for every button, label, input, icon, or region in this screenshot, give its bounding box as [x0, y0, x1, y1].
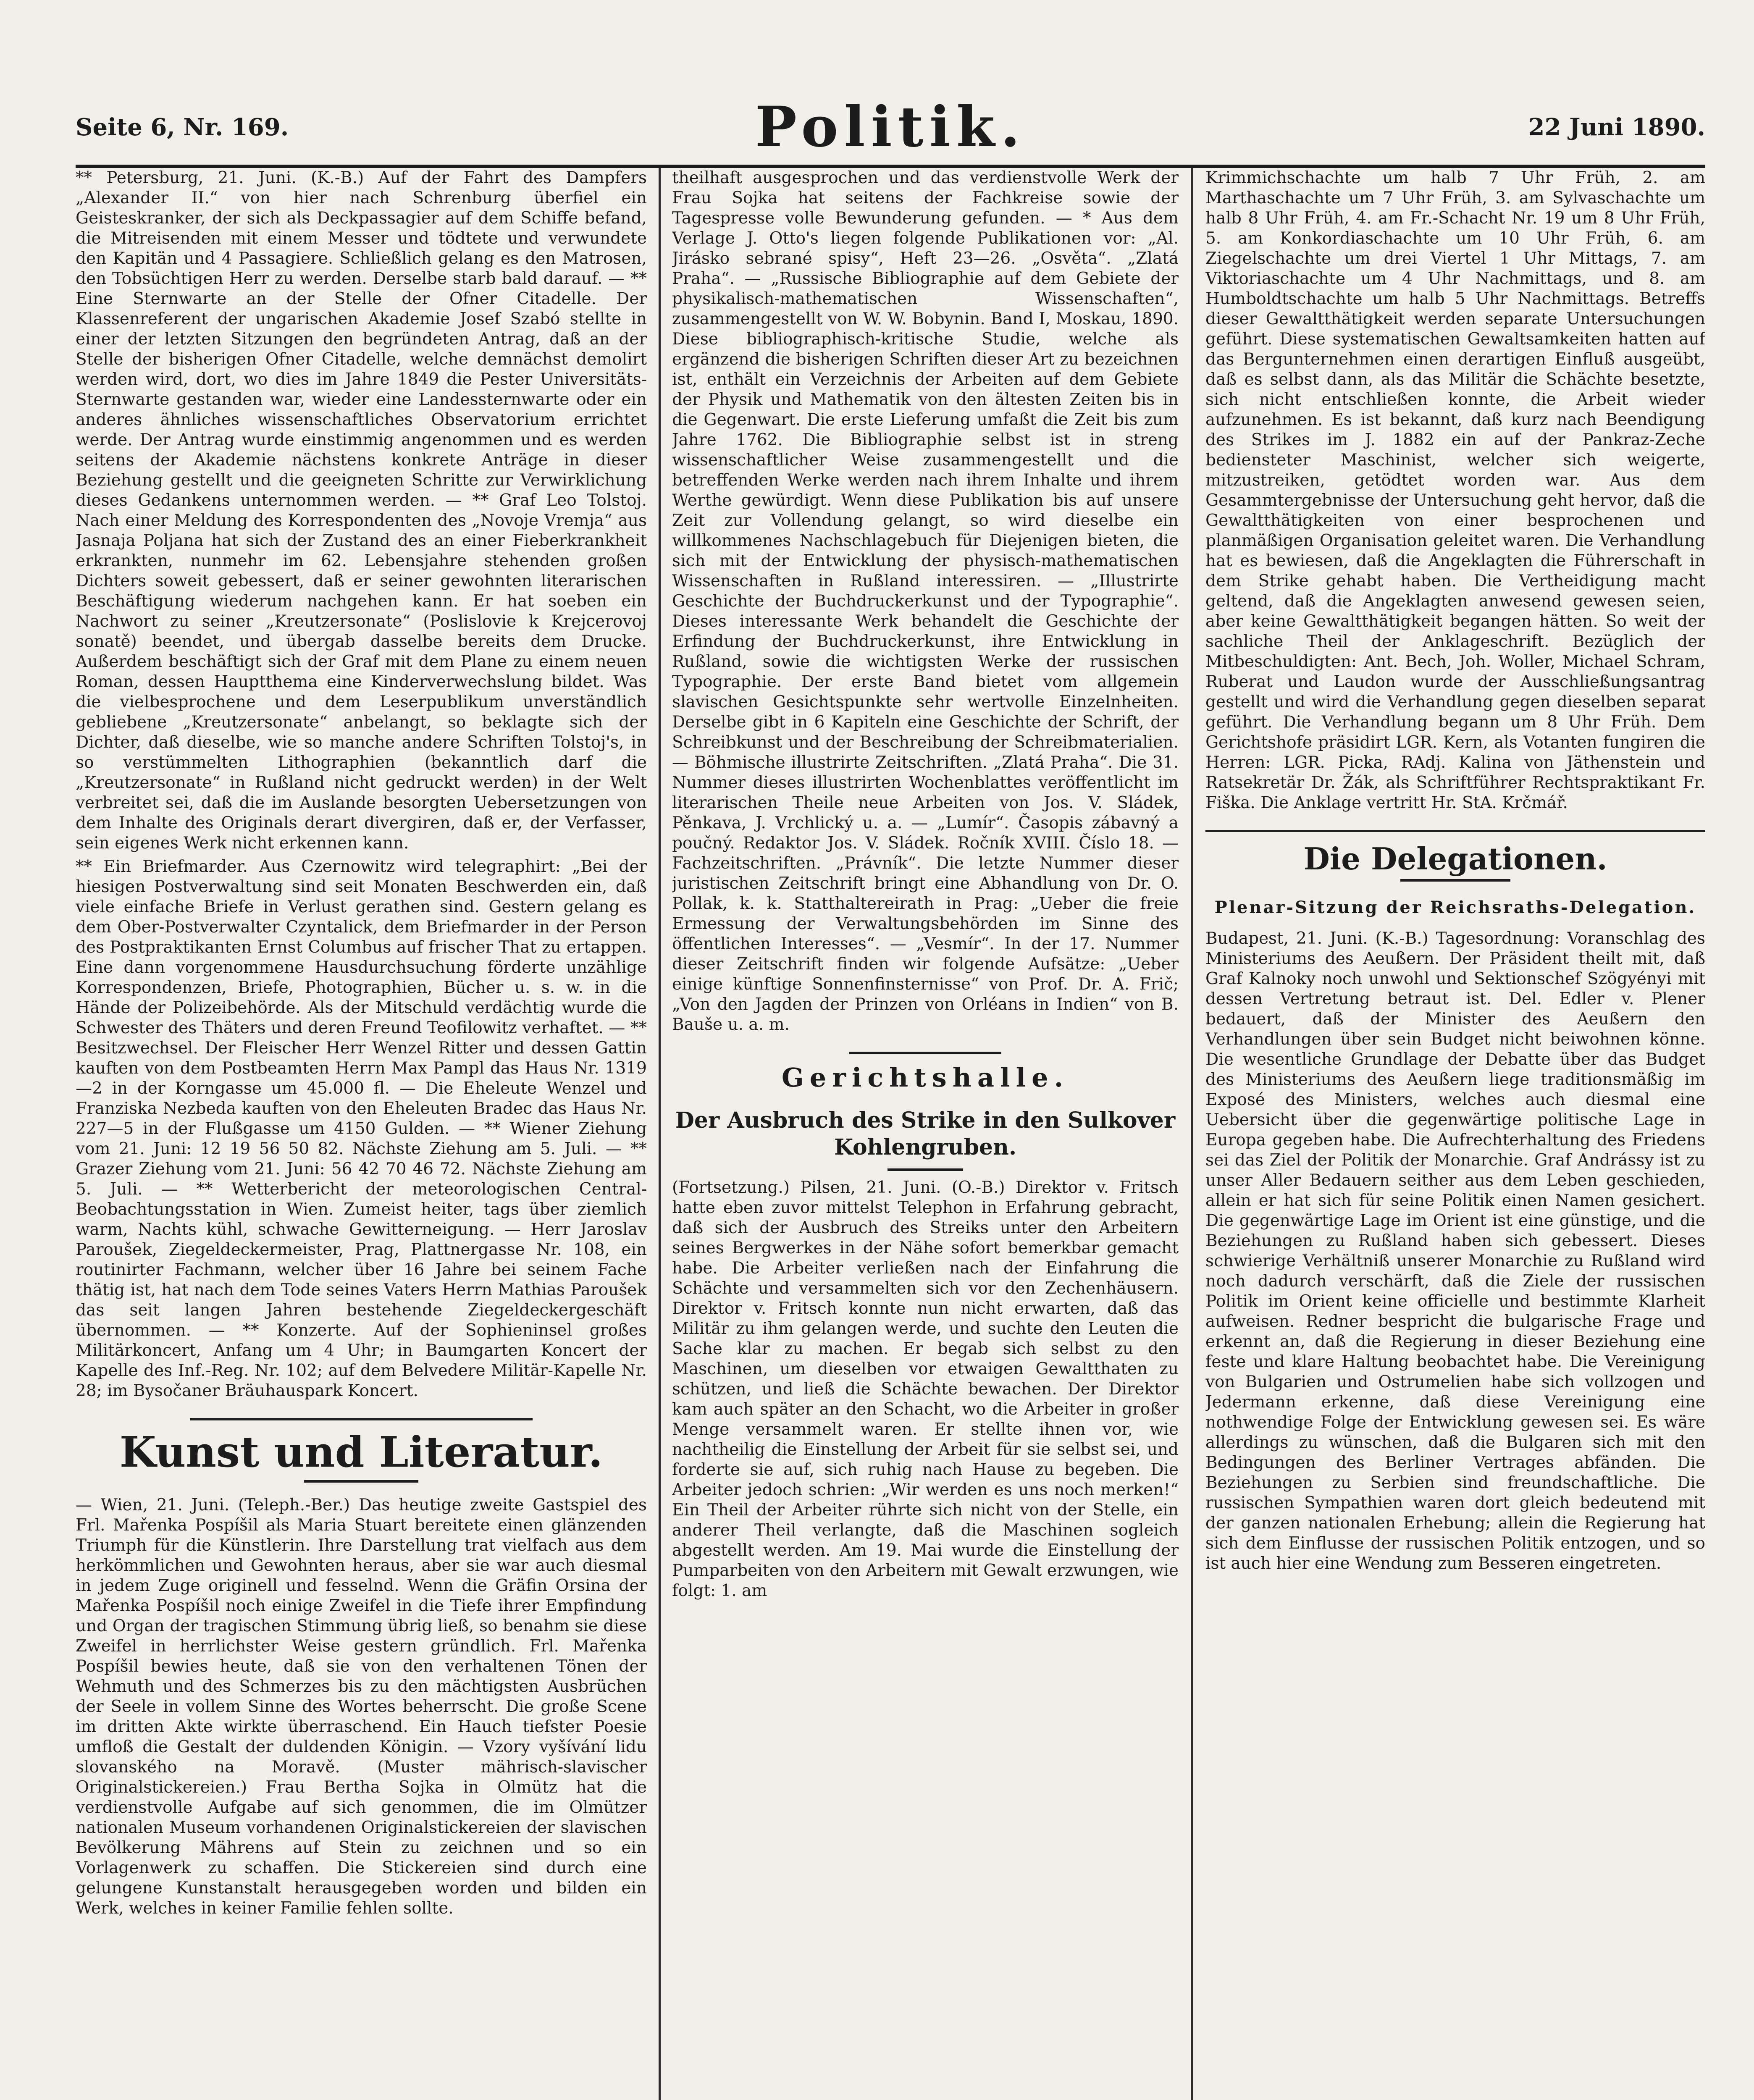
- column-1-text-bottom: — Wien, 21. Juni. (Teleph.-Ber.) Das heutige zweite Gastspiel des Frl. Mařenka Pospíšil als Maria Stuart bereitete einen glänzenden Triumph für die Künstlerin. Ihre Darstellung trat vielfach aus dem herkömmlichen und Gewohnten heraus, aber sie war auch diesmal in jedem Zuge originell und fesselnd. Wenn die Gräfin Orsina der Mařenka Pospíšil noch einige Zweifel in die Tiefe ihrer Empfindung und Organ der tragischen Stimmung übrig ließ, so benahm sie diese Zweifel in herrlichster Weise gestern gründlich. Frl. Mařenka Pospíšil bewies heute, daß sie von den verhaltenen Tönen der Wehmuth und des Schmerzes bis zu den mächtigsten Ausbrüchen der Seele in vollem Sinne des Wortes beherrscht. Die große Scene im dritten Akte wirkte überraschend. Ein Hauch tiefster Poesie umfloß die Gestalt der duldenden Königin. — Vzory vyšívání lidu slovanského na Moravě. (Muster mährisch-slavischer Originalstickereien.) Frau Bertha Sojka in Olmütz hat die verdienstvolle Aufgabe auf sich genommen, die im Olmützer nationalen Museum vorhandenen Originalstickereien der slavischen Bevölkerung Mährens auf Stein zu zeichnen und so ein Vorlagenwerk zu schaffen. Die Stickereien sind durch eine gelungene Kunstanstalt herausgegeben worden und bilden ein Werk, welches in keiner Familie fehlen sollte.: [76, 1496, 647, 1918]
- column-1-text-mid: ** Ein Briefmarder. Aus Czernowitz wird telegraphirt: „Bei der hiesigen Postverwaltung sind seit Monaten Beschwerden ein, daß viele einfache Briefe in Verlust gerathen sind. Gestern gelang es dem Ober-Postverwalter Czyntalick, dem Briefmarder in der Person des Postpraktikanten Ernst Columbus auf frischer That zu ertappen. Eine dann vorgenommene Hausdurchsuchung förderte unzählige Korrespondenzen, Briefe, Photographien, Bücher u. s. w. in die Hände der Polizeibehörde. Als der Mitschuld verdächtig wurde die Schwester des Thäters und deren Freund Teofilowitz verhaftet. — ** Besitzwechsel. Der Fleischer Herr Wenzel Ritter und dessen Gattin kauften von dem Postbeamten Herrn Max Pampl das Haus Nr. 1319—2 in der Korngasse um 45.000 fl. — Die Eheleute Wenzel und Franziska Nezbeda kauften von den Eheleuten Bradec das Haus Nr. 227—5 in der Flußgasse um 4150 Gulden. — ** Wiener Ziehung vom 21. Juni: 12 19 56 50 82. Nächste Ziehung am 5. Juli. — ** Grazer Ziehung vom 21. Juni: 56 42 70 46 72. Nächste Ziehung am 5. Juli. — ** Wetterbericht der meteorologischen Central-Beobachtungsstation in Wien. Zumeist heiter, tags über ziemlich warm, Nachts kühl, schwache Gewitterneigung. — Herr Jaroslav Paroušek, Ziegeldeckermeister, Prag, Plattnergasse Nr. 108, ein routinirter Fachmann, welcher über 16 Jahre bei seinem Fache thätig ist, hat nach dem Tode seines Vaters Herrn Mathias Paroušek das seit langen Jahren bestehende Ziegeldeckergeschäft übernommen. — ** Konzerte. Auf der Sophieninsel großes Militärkoncert, Anfang um 4 Uhr; in Baumgarten Koncert der Kapelle des Inf.-Reg. Nr. 102; auf dem Belvedere Militär-Kapelle Nr. 28; im Bysočaner Bräuhauspark Koncert.: [76, 857, 647, 1400]
- column-2: [672, 168, 1179, 2100]
- heading-rule: [849, 1052, 1001, 1054]
- heading-rule: [1400, 879, 1510, 882]
- plenar-subheading: Plenar-Sitzung der Reichsraths-Delegation.: [1214, 898, 1696, 917]
- column-2-text-bottom: (Fortsetzung.) Pilsen, 21. Juni. (O.-B.) Direktor v. Fritsch hatte eben zuvor mittelst Telephon in Erfahrung gebracht, daß sich der Ausbruch des Streiks unter den Arbeitern seines Bergwerkes in der Nähe sofort bemerkbar gemacht habe. Die Arbeiter verließen nach der Einfahrung die Schächte und versammelten sich vor den Zechenhäusern. Direktor v. Fritsch konnte nun nicht erwarten, daß das Militär zu ihm gelangen werde, und suchte den Leuten die Sache klar zu machen. Er begab sich selbst zu den Maschinen, um dieselben vor etwaigen Gewaltthaten zu schützen, und ließ die Schächte bewachen. Der Direktor kam auch später an den Schacht, wo die Arbeiter in großer Menge versammelt waren. Er stellte ihnen vor, wie nachtheilig die Einstellung der Arbeit für sie selbst sei, und forderte sie auf, sich ruhig nach Hause zu begeben. Die Arbeiter jedoch schrien: „Wir werden es uns noch merken!“ Ein Theil der Arbeiter rührte sich nicht von der Stelle, ein anderer Theil verlangte, daß die Maschinen sogleich abgestellt werden. Am 19. Mai wurde die Einstellung der Pumparbeiten von den Arbeitern mit Gewalt erzwungen, wie folgt: 1. am: [672, 1178, 1179, 1600]
- heading-rule: [304, 1480, 418, 1483]
- masthead: [76, 94, 1705, 168]
- column-1-text-top: ** Petersburg, 21. Juni. (K.-B.) Auf der Fahrt des Dampfers „Alexander II.“ von hier nach Schrenburg überfiel ein Geisteskranker, der sich als Deckpassagier auf dem Schiffe befand, die Mitreisenden mit einem Messer und tödtete und verwundete den Kapitän und 4 Passagiere. Schließlich gelang es den Matrosen, den Tobsüchtigen Herr zu werden. Derselbe starb bald darauf. — ** Eine Sternwarte an der Stelle der Ofner Citadelle. Der Klassenreferent der ungarischen Akademie Josef Szabó stellte in einer der letzten Sitzungen den begründeten Antrag, daß an der Stelle der bisherigen Ofner Citadelle, welche demnächst demolirt werden wird, dort, wo dies im Jahre 1849 die Pester Universitäts-Sternwarte gestanden war, wieder eine Landessternwarte oder ein anderes ähnliches wissenschaftliches Observatorium errichtet werde. Der Antrag wurde einstimmig angenommen und es werden seitens der Akademie nächstens konkrete Anträge in dieser Beziehung gestellt und die geeigneten Schritte zur Verwirklichung dieses Gedankens unternommen werden. — ** Graf Leo Tolstoj. Nach einer Meldung des Korrespondenten des „Novoje Vremja“ aus Jasnaja Poljana hat sich der Zustand des an einer Fieberkrankheit erkrankten, nunmehr im 62. Lebensjahre stehenden großen Dichters soweit gebessert, daß er seiner gewohnten literarischen Beschäftigung wiederum nachgehen kann. Er hat soeben ein Nachwort zu seiner „Kreutzersonate“ (Poslislovie k Krejcerovoj sonatě) beendet, und übergab dasselbe bereits dem Drucke. Außerdem beschäftigt sich der Graf mit dem Plane zu einem neuen Roman, dessen Hauptthema eine Kinderverwechslung bildet. Was die vielbesprochene und dem Leserpublikum unverständlich gebliebene „Kreutzersonate“ anbelangt, so beklagte sich der Dichter, daß dieselbe, wie so manche andere Schriften Tolstoj's, in so verstümmelten Lithographien (bekanntlich darf die „Kreutzersonate“ in Rußland nicht gedruckt werden) in der Welt verbreitet sei, daß die im Auslande besorgten Uebersetzungen von dem Inhalte des Originals derart divergiren, daß er, der Verfasser, sein eigenes Werk nicht erkennen kann.: [76, 168, 647, 853]
- issue-date: 22 Juni 1890.: [1528, 113, 1705, 141]
- section-title: Politik.: [755, 94, 1026, 160]
- column-2-text-top: theilhaft ausgesprochen und das verdienstvolle Werk der Frau Sojka hat seitens der Fachkreise sowie der Tagespresse volle Bewunderung gefunden. — * Aus dem Verlage J. Otto's liegen folgende Publikationen vor: „Al. Jirásko sebrané spisy“, Heft 23—26. „Osvěta“. „Zlatá Praha“. — „Russische Bibliographie auf dem Gebiete der physikalisch-mathematischen Wissenschaften“, zusammengestellt von W. W. Bobynin. Band I, Moskau, 1890. Diese bibliographisch-kritische Studie, welche als ergänzend die bisherigen Schriften dieser Art zu bezeichnen ist, enthält ein Verzeichnis der Arbeiten auf dem Gebiete der Physik und Mathematik von den ältesten Zeiten bis in die Gegenwart. Die erste Lieferung umfaßt die Zeit bis zum Jahre 1762. Die Bibliographie selbst ist in streng wissenschaftlicher Weise zusammengestellt und die betreffenden Werke werden nach ihrem Inhalte und ihrem Werthe gewürdigt. Wenn diese Publikation bis auf unsere Zeit zur Vollendung gelangt, so wird dieselbe ein willkommenes Nachschlagebuch für Diejenigen bieten, die sich mit der Entwicklung der physisch-mathematischen Wissenschaften in Rußland interessiren. — „Illustrirte Geschichte der Buchdruckerkunst und der Typographie“. Dieses interessante Werk behandelt die Geschichte der Erfindung der Buchdruckerkunst, ihre Entwicklung in Rußland, sowie die wichtigsten Werke der russischen Typographie. Der erste Band bietet vom allgemein slavischen Gesichtspunkte sehr wertvolle Einzelnheiten. Derselbe gibt in 6 Kapiteln eine Geschichte der Schrift, der Schreibkunst und der Beschreibung der Schreibmaterialien. — Böhmische illustrirte Zeitschriften. „Zlatá Praha“. Die 31. Nummer dieses illustrirten Wochenblattes veröffentlicht im literarischen Theile neue Arbeiten von Jos. V. Sládek, Pěnkava, J. Vrchlický u. a. — „Lumír“. Časopis zábavný a poučný. Redaktor Jos. V. Sládek. Ročník XVIII. Číslo 18. — Fachzeitschriften. „Právník“. Die letzte Nummer dieser juristischen Zeitschrift bringt eine Abhandlung von Dr. O. Pollak, k. k. Statthaltereirath in Prag: „Ueber die freie Ermessung der Verwaltungsbehörden im Sinne des öffentlichen Interesses“. — „Vesmír“. In der 17. Nummer dieser Zeitschrift finden wir folgende Aufsätze: „Ueber einige künftige Sonnenfinsternisse“ von Prof. Dr. A. Frič; „Von den Jagden der Prinzen von Orléans in Indien“ von B. Bauše u. a. m.: [672, 168, 1179, 1034]
- gerichtshalle-heading: Gerichtshalle.: [672, 1052, 1179, 1095]
- strike-subheading: Der Ausbruch des Strike in den Sulkover Kohlengruben.: [675, 1108, 1176, 1160]
- masthead-rule: [76, 165, 1705, 168]
- page-reference: Seite 6, Nr. 169.: [76, 113, 289, 141]
- column-divider-1: [659, 168, 661, 2100]
- delegationen-heading: Die Delegationen.: [1205, 830, 1705, 882]
- heading-rule: [1205, 830, 1705, 832]
- column-3: [1205, 168, 1705, 2100]
- kunst-literatur-heading: Kunst und Literatur.: [76, 1418, 647, 1483]
- heading-rule: [888, 1168, 964, 1171]
- column-1: [76, 168, 647, 2100]
- column-3-text-top: Krimmichschachte um halb 7 Uhr Früh, 2. am Marthaschachte um 7 Uhr Früh, 3. am Sylvaschachte um halb 8 Uhr Früh, 4. am Fr.-Schacht Nr. 19 um 8 Uhr Früh, 5. am Konkordiaschachte um 10 Uhr Früh, 6. am Ziegelschachte um drei Viertel 1 Uhr Mittags, 7. am Viktoriaschachte um 4 Uhr Nachmittags, und 8. am Humboldtschachte um halb 5 Uhr Nachmittags. Betreffs dieser Gewaltthätigkeit werden separate Untersuchungen geführt. Diese systematischen Gewaltsamkeiten hatten auf das Bergunternehmen einen derartigen Einfluß ausgeübt, daß es selbst dann, als das Militär die Schächte besetzte, sich nicht entschließen konnte, die Arbeit wieder aufzunehmen. Es ist bekannt, daß kurz nach Beendigung des Strikes im J. 1882 ein auf der Pankraz-Zeche bediensteter Maschinist, welcher sich weigerte, mitzustreiken, getödtet worden war. Aus dem Gesammtergebnisse der Untersuchung geht hervor, daß die Gewaltthätigkeiten von einer besprochenen und planmäßigen Organisation geleitet waren. Die Verhandlung hat es bewiesen, daß die Angeklagten die Führerschaft in dem Strike gehabt haben. Die Vertheidigung macht geltend, daß die Angeklagten anwesend gewesen seien, aber keine Gewaltthätigkeit begangen hätten. So weit der sachliche Theil der Anklageschrift. Bezüglich der Mitbeschuldigten: Ant. Bech, Joh. Woller, Michael Schram, Ruberat und Laudon wurde der Ausschließungsantrag gestellt und wird die Verhandlung gegen dieselben separat geführt. Die Verhandlung begann um 8 Uhr Früh. Dem Gerichtshofe präsidirt LGR. Kern, als Votanten fungiren die Herren: LGR. Picka, RAdj. Kalina von Jäthenstein und Ratsekretär Dr. Žák, als Schriftführer Rechtspraktikant Fr. Fiška. Die Anklage vertritt Hr. StA. Krčmář.: [1205, 168, 1705, 812]
- heading-rule: [190, 1418, 533, 1420]
- column-3-text-bottom: Budapest, 21. Juni. (K.-B.) Tagesordnung: Voranschlag des Ministeriums des Aeußern. Der Präsident theilt mit, daß Graf Kalnoky noch unwohl und Sektionschef Szögyényi mit dessen Vertretung betraut ist. Del. Edler v. Plener bedauert, daß der Minister des Aeußern den Verhandlungen über sein Budget nicht beiwohnen könne. Die wesentliche Grundlage der Debatte über das Budget des Ministeriums des Aeußern liege traditionsmäßig im Exposé des Ministers, welches auch diesmal eine Uebersicht über die gegenwärtige politische Lage in Europa gegeben habe. Die Aufrechterhaltung des Friedens sei das Ziel der Politik der Monarchie. Graf Andrássy ist zu unser Aller Bedauern seither aus dem Leben geschieden, allein er hat sich für seine Politik einen Namen gesichert. Die gegenwärtige Lage im Orient ist eine günstige, und die Beziehungen zu Rußland haben sich gebessert. Dieses schwierige Verhältniß unserer Monarchie zu Rußland wird noch dadurch verschärft, daß die Ziele der russischen Politik im Orient keine officielle und bestimmte Klarheit aufweisen. Redner bespricht die bulgarische Frage und erkennt an, daß die Regierung in dieser Beziehung eine feste und klare Haltung beobachtet habe. Die Vereinigung von Bulgarien und Ostrumelien habe sich vollzogen und Jedermann erkenne, daß diese Vereinigung eine nothwendige Folge der Entwicklung gewesen sei. Es wäre allerdings zu wünschen, daß die Bulgaren sich mit den Bedingungen des Berliner Vertrages abfänden. Die Beziehungen zu Serbien sind freundschaftliche. Die russischen Sympathien waren dort gleich bedeutend mit der ganzen nationalen Erhebung; allein die Regierung hat sich dem Einflusse der russischen Politik entzogen, und so ist auch hier eine Wendung zum Besseren eingetreten.: [1205, 929, 1705, 1573]
- column-divider-2: [1191, 168, 1193, 2100]
